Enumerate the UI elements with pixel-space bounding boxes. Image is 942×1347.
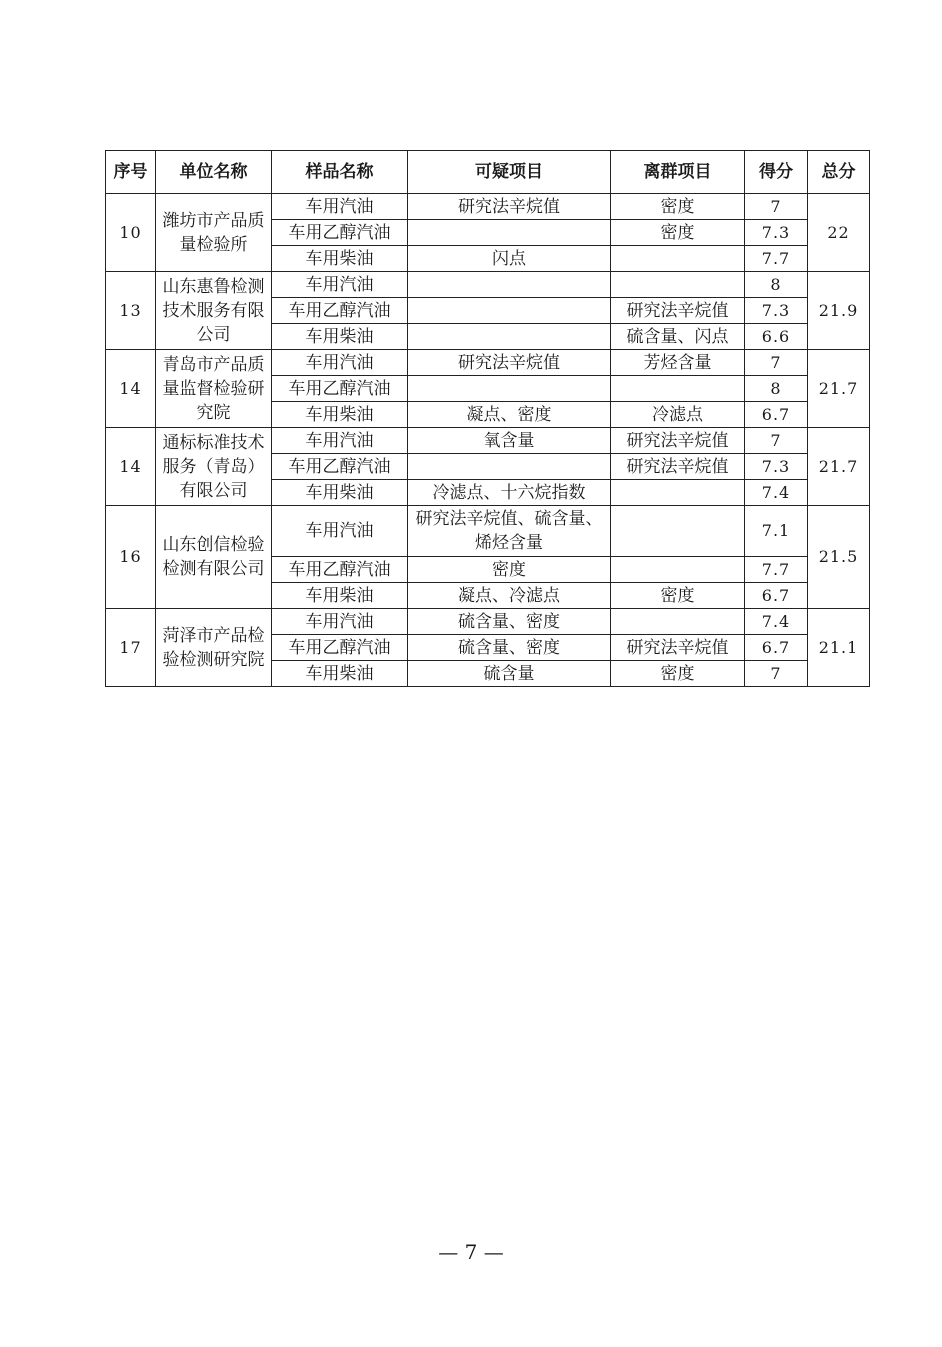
- score-cell: 7.4: [745, 609, 808, 635]
- suspicious-cell: 氧含量: [408, 428, 611, 454]
- score-cell: 7: [745, 194, 808, 220]
- total-cell: 21.9: [808, 272, 870, 350]
- suspicious-cell: [408, 324, 611, 350]
- sample-cell: 车用汽油: [272, 350, 408, 376]
- unit-name-cell: 山东惠鲁检测技术服务有限公司: [156, 272, 272, 350]
- sample-cell: 车用乙醇汽油: [272, 376, 408, 402]
- sample-cell: 车用乙醇汽油: [272, 298, 408, 324]
- score-cell: 6.7: [745, 402, 808, 428]
- sample-cell: 车用汽油: [272, 194, 408, 220]
- total-cell: 21.1: [808, 609, 870, 687]
- table-row: [106, 272, 870, 298]
- sample-cell: 车用柴油: [272, 324, 408, 350]
- seq-cell: 13: [106, 272, 156, 350]
- score-cell: 7.4: [745, 480, 808, 506]
- unit-name-cell: 通标标准技术服务（青岛）有限公司: [156, 428, 272, 506]
- suspicious-cell: 冷滤点、十六烷指数: [408, 480, 611, 506]
- score-cell: 7: [745, 350, 808, 376]
- seq-cell: 10: [106, 194, 156, 272]
- outlier-cell: 冷滤点: [611, 402, 745, 428]
- outlier-cell: [611, 246, 745, 272]
- header-total: 总分: [808, 151, 870, 194]
- score-cell: 7.7: [745, 557, 808, 583]
- sample-cell: 车用汽油: [272, 609, 408, 635]
- sample-cell: 车用柴油: [272, 583, 408, 609]
- suspicious-cell: 闪点: [408, 246, 611, 272]
- suspicious-cell: [408, 298, 611, 324]
- score-cell: 7.3: [745, 454, 808, 480]
- suspicious-cell: 凝点、密度: [408, 402, 611, 428]
- header-suspicious: 可疑项目: [408, 151, 611, 194]
- seq-cell: 16: [106, 506, 156, 609]
- table-row: [106, 609, 870, 635]
- sample-cell: 车用乙醇汽油: [272, 454, 408, 480]
- suspicious-cell: 研究法辛烷值、硫含量、烯烃含量: [408, 506, 611, 557]
- score-cell: 6.6: [745, 324, 808, 350]
- table-row: [106, 428, 870, 454]
- outlier-cell: 研究法辛烷值: [611, 428, 745, 454]
- total-cell: 21.5: [808, 506, 870, 609]
- suspicious-cell: [408, 454, 611, 480]
- outlier-cell: [611, 272, 745, 298]
- outlier-cell: 密度: [611, 220, 745, 246]
- table-body: [106, 194, 870, 687]
- table-row: [106, 506, 870, 557]
- score-cell: 7: [745, 428, 808, 454]
- score-cell: 8: [745, 376, 808, 402]
- unit-name-cell: 菏泽市产品检验检测研究院: [156, 609, 272, 687]
- total-cell: 21.7: [808, 428, 870, 506]
- score-cell: 7.7: [745, 246, 808, 272]
- sample-cell: 车用柴油: [272, 402, 408, 428]
- suspicious-cell: 凝点、冷滤点: [408, 583, 611, 609]
- score-cell: 7: [745, 661, 808, 687]
- page-number: — 7 —: [438, 1240, 504, 1264]
- outlier-cell: 密度: [611, 661, 745, 687]
- outlier-cell: 芳烃含量: [611, 350, 745, 376]
- sample-cell: 车用柴油: [272, 661, 408, 687]
- header-score: 得分: [745, 151, 808, 194]
- sample-cell: 车用汽油: [272, 272, 408, 298]
- results-table: [105, 150, 870, 687]
- score-cell: 7.3: [745, 220, 808, 246]
- outlier-cell: 密度: [611, 194, 745, 220]
- header-outlier: 离群项目: [611, 151, 745, 194]
- suspicious-cell: 硫含量、密度: [408, 635, 611, 661]
- score-cell: 6.7: [745, 583, 808, 609]
- outlier-cell: [611, 480, 745, 506]
- seq-cell: 14: [106, 350, 156, 428]
- outlier-cell: [611, 376, 745, 402]
- outlier-cell: 研究法辛烷值: [611, 635, 745, 661]
- outlier-cell: 研究法辛烷值: [611, 298, 745, 324]
- header-row: [106, 151, 870, 194]
- outlier-cell: 研究法辛烷值: [611, 454, 745, 480]
- suspicious-cell: [408, 220, 611, 246]
- suspicious-cell: 研究法辛烷值: [408, 350, 611, 376]
- score-cell: 6.7: [745, 635, 808, 661]
- outlier-cell: 密度: [611, 583, 745, 609]
- seq-cell: 17: [106, 609, 156, 687]
- sample-cell: 车用汽油: [272, 506, 408, 557]
- header-unit: 单位名称: [156, 151, 272, 194]
- suspicious-cell: [408, 376, 611, 402]
- suspicious-cell: 硫含量、密度: [408, 609, 611, 635]
- score-cell: 7.1: [745, 506, 808, 557]
- header-seq: 序号: [106, 151, 156, 194]
- sample-cell: 车用乙醇汽油: [272, 557, 408, 583]
- unit-name-cell: 山东创信检验检测有限公司: [156, 506, 272, 609]
- suspicious-cell: [408, 272, 611, 298]
- sample-cell: 车用汽油: [272, 428, 408, 454]
- suspicious-cell: 密度: [408, 557, 611, 583]
- outlier-cell: [611, 557, 745, 583]
- sample-cell: 车用柴油: [272, 246, 408, 272]
- sample-cell: 车用乙醇汽油: [272, 635, 408, 661]
- score-cell: 8: [745, 272, 808, 298]
- total-cell: 22: [808, 194, 870, 272]
- unit-name-cell: 青岛市产品质量监督检验研究院: [156, 350, 272, 428]
- sample-cell: 车用乙醇汽油: [272, 220, 408, 246]
- suspicious-cell: 硫含量: [408, 661, 611, 687]
- outlier-cell: [611, 506, 745, 557]
- score-cell: 7.3: [745, 298, 808, 324]
- outlier-cell: 硫含量、闪点: [611, 324, 745, 350]
- table-row: [106, 194, 870, 220]
- outlier-cell: [611, 609, 745, 635]
- unit-name-cell: 潍坊市产品质量检验所: [156, 194, 272, 272]
- total-cell: 21.7: [808, 350, 870, 428]
- table-row: [106, 350, 870, 376]
- seq-cell: 14: [106, 428, 156, 506]
- suspicious-cell: 研究法辛烷值: [408, 194, 611, 220]
- sample-cell: 车用柴油: [272, 480, 408, 506]
- header-sample: 样品名称: [272, 151, 408, 194]
